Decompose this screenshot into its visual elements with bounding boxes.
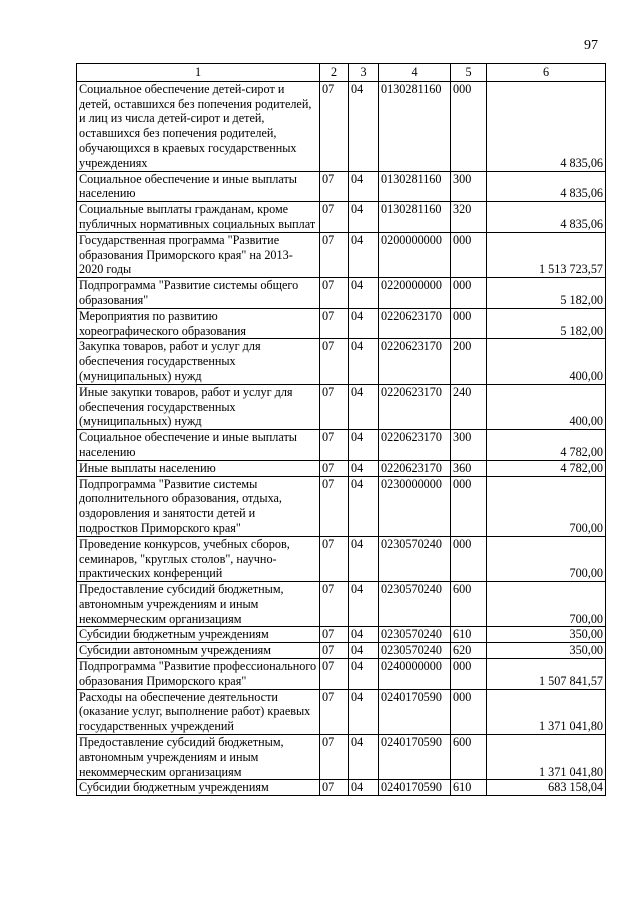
row-name: Социальные выплаты гражданам, кроме публичных нормативных социальных выплат [77,202,320,233]
table-row [77,308,606,339]
row-section: 07 [320,536,349,581]
budget-table [76,63,606,796]
row-subsection: 04 [349,232,379,277]
row-name: Расходы на обеспечение деятельности (оказание услуг, выполнение работ) краевых государственных учреждений [77,689,320,734]
row-expense-type: 610 [451,780,487,796]
row-target-article: 0220623170 [379,430,451,461]
row-expense-type: 360 [451,460,487,476]
table-row [77,780,606,796]
row-amount: 1 507 841,57 [487,659,606,690]
row-expense-type: 000 [451,81,487,171]
row-section: 07 [320,689,349,734]
row-expense-type: 610 [451,627,487,643]
row-amount: 700,00 [487,536,606,581]
row-expense-type: 600 [451,582,487,627]
table-row [77,339,606,384]
row-section: 07 [320,202,349,233]
table-row [77,171,606,202]
row-target-article: 0230570240 [379,582,451,627]
row-name: Социальное обеспечение и иные выплаты населению [77,171,320,202]
row-subsection: 04 [349,81,379,171]
row-name: Социальное обеспечение и иные выплаты населению [77,430,320,461]
row-section: 07 [320,232,349,277]
row-expense-type: 320 [451,202,487,233]
row-section: 07 [320,582,349,627]
row-name: Закупка товаров, работ и услуг для обеспечения государственных (муниципальных) нужд [77,339,320,384]
row-subsection: 04 [349,735,379,780]
row-expense-type: 000 [451,689,487,734]
row-expense-type: 000 [451,476,487,536]
row-amount: 4 782,00 [487,460,606,476]
row-expense-type: 000 [451,536,487,581]
row-name: Субсидии бюджетным учреждениям [77,627,320,643]
row-target-article: 0130281160 [379,171,451,202]
row-subsection: 04 [349,202,379,233]
row-amount: 1 513 723,57 [487,232,606,277]
row-expense-type: 300 [451,171,487,202]
row-section: 07 [320,171,349,202]
row-amount: 400,00 [487,339,606,384]
row-target-article: 0240000000 [379,659,451,690]
row-amount: 1 371 041,80 [487,689,606,734]
row-section: 07 [320,81,349,171]
row-expense-type: 600 [451,735,487,780]
row-subsection: 04 [349,384,379,429]
header-row [77,64,606,82]
table-row [77,81,606,171]
row-name: Субсидии автономным учреждениям [77,643,320,659]
row-section: 07 [320,278,349,309]
row-target-article: 0230570240 [379,643,451,659]
table-row [77,659,606,690]
table-row [77,536,606,581]
row-section: 07 [320,780,349,796]
row-amount: 4 782,00 [487,430,606,461]
row-target-article: 0220623170 [379,339,451,384]
row-name: Подпрограмма "Развитие профессионального образования Приморского края" [77,659,320,690]
table-row [77,384,606,429]
row-subsection: 04 [349,582,379,627]
row-target-article: 0230570240 [379,536,451,581]
header-cell: 1 [77,64,320,82]
table-row [77,582,606,627]
table-row [77,735,606,780]
row-section: 07 [320,430,349,461]
row-name: Субсидии бюджетным учреждениям [77,780,320,796]
row-name: Мероприятия по развитию хореографического образования [77,308,320,339]
row-amount: 700,00 [487,476,606,536]
row-target-article: 0200000000 [379,232,451,277]
row-section: 07 [320,460,349,476]
row-section: 07 [320,384,349,429]
row-subsection: 04 [349,460,379,476]
header-cell: 5 [451,64,487,82]
row-amount: 400,00 [487,384,606,429]
row-amount: 4 835,06 [487,171,606,202]
row-section: 07 [320,627,349,643]
row-target-article: 0220623170 [379,308,451,339]
row-expense-type: 240 [451,384,487,429]
row-amount: 5 182,00 [487,308,606,339]
row-target-article: 0240170590 [379,780,451,796]
row-amount: 5 182,00 [487,278,606,309]
row-subsection: 04 [349,659,379,690]
row-section: 07 [320,339,349,384]
row-amount: 4 835,06 [487,81,606,171]
page-number: 97 [584,38,598,53]
row-name: Подпрограмма "Развитие системы общего образования" [77,278,320,309]
row-expense-type: 000 [451,659,487,690]
row-target-article: 0220000000 [379,278,451,309]
row-name: Подпрограмма "Развитие системы дополнительного образования, отдыха, оздоровления и занятости детей и подростков Приморского края" [77,476,320,536]
row-expense-type: 000 [451,278,487,309]
row-subsection: 04 [349,339,379,384]
table-row [77,643,606,659]
row-section: 07 [320,308,349,339]
row-subsection: 04 [349,643,379,659]
table-row [77,232,606,277]
row-expense-type: 200 [451,339,487,384]
row-amount: 700,00 [487,582,606,627]
row-section: 07 [320,643,349,659]
table-row [77,689,606,734]
header-cell: 6 [487,64,606,82]
row-target-article: 0230000000 [379,476,451,536]
row-amount: 350,00 [487,643,606,659]
row-name: Государственная программа "Развитие образования Приморского края" на 2013-2020 годы [77,232,320,277]
row-section: 07 [320,476,349,536]
header-cell: 2 [320,64,349,82]
table-row [77,430,606,461]
row-target-article: 0130281160 [379,202,451,233]
row-subsection: 04 [349,689,379,734]
table-row [77,476,606,536]
row-expense-type: 300 [451,430,487,461]
row-name: Социальное обеспечение детей-сирот и детей, оставшихся без попечения родителей, и лиц из числа детей-сирот и детей, оставшихся без попечения родителей, обучающихся в краевых государственных учреждениях [77,81,320,171]
row-amount: 350,00 [487,627,606,643]
table-row [77,627,606,643]
table-row [77,202,606,233]
row-expense-type: 000 [451,232,487,277]
header-cell: 4 [379,64,451,82]
row-section: 07 [320,735,349,780]
row-subsection: 04 [349,780,379,796]
row-subsection: 04 [349,430,379,461]
row-subsection: 04 [349,308,379,339]
row-section: 07 [320,659,349,690]
row-subsection: 04 [349,536,379,581]
row-subsection: 04 [349,171,379,202]
row-amount: 1 371 041,80 [487,735,606,780]
row-name: Иные закупки товаров, работ и услуг для обеспечения государственных (муниципальных) нужд [77,384,320,429]
row-name: Предоставление субсидий бюджетным, автономным учреждениям и иным некоммерческим организациям [77,582,320,627]
row-subsection: 04 [349,476,379,536]
row-expense-type: 620 [451,643,487,659]
table-row [77,278,606,309]
row-target-article: 0230570240 [379,627,451,643]
row-subsection: 04 [349,627,379,643]
row-name: Предоставление субсидий бюджетным, автономным учреждениям и иным некоммерческим организациям [77,735,320,780]
row-expense-type: 000 [451,308,487,339]
row-target-article: 0220623170 [379,384,451,429]
table-row [77,460,606,476]
row-amount: 4 835,06 [487,202,606,233]
row-name: Иные выплаты населению [77,460,320,476]
row-target-article: 0240170590 [379,689,451,734]
row-amount: 683 158,04 [487,780,606,796]
row-target-article: 0220623170 [379,460,451,476]
row-subsection: 04 [349,278,379,309]
row-name: Проведение конкурсов, учебных сборов, семинаров, "круглых столов", научно-практических конференций [77,536,320,581]
row-target-article: 0240170590 [379,735,451,780]
header-cell: 3 [349,64,379,82]
row-target-article: 0130281160 [379,81,451,171]
